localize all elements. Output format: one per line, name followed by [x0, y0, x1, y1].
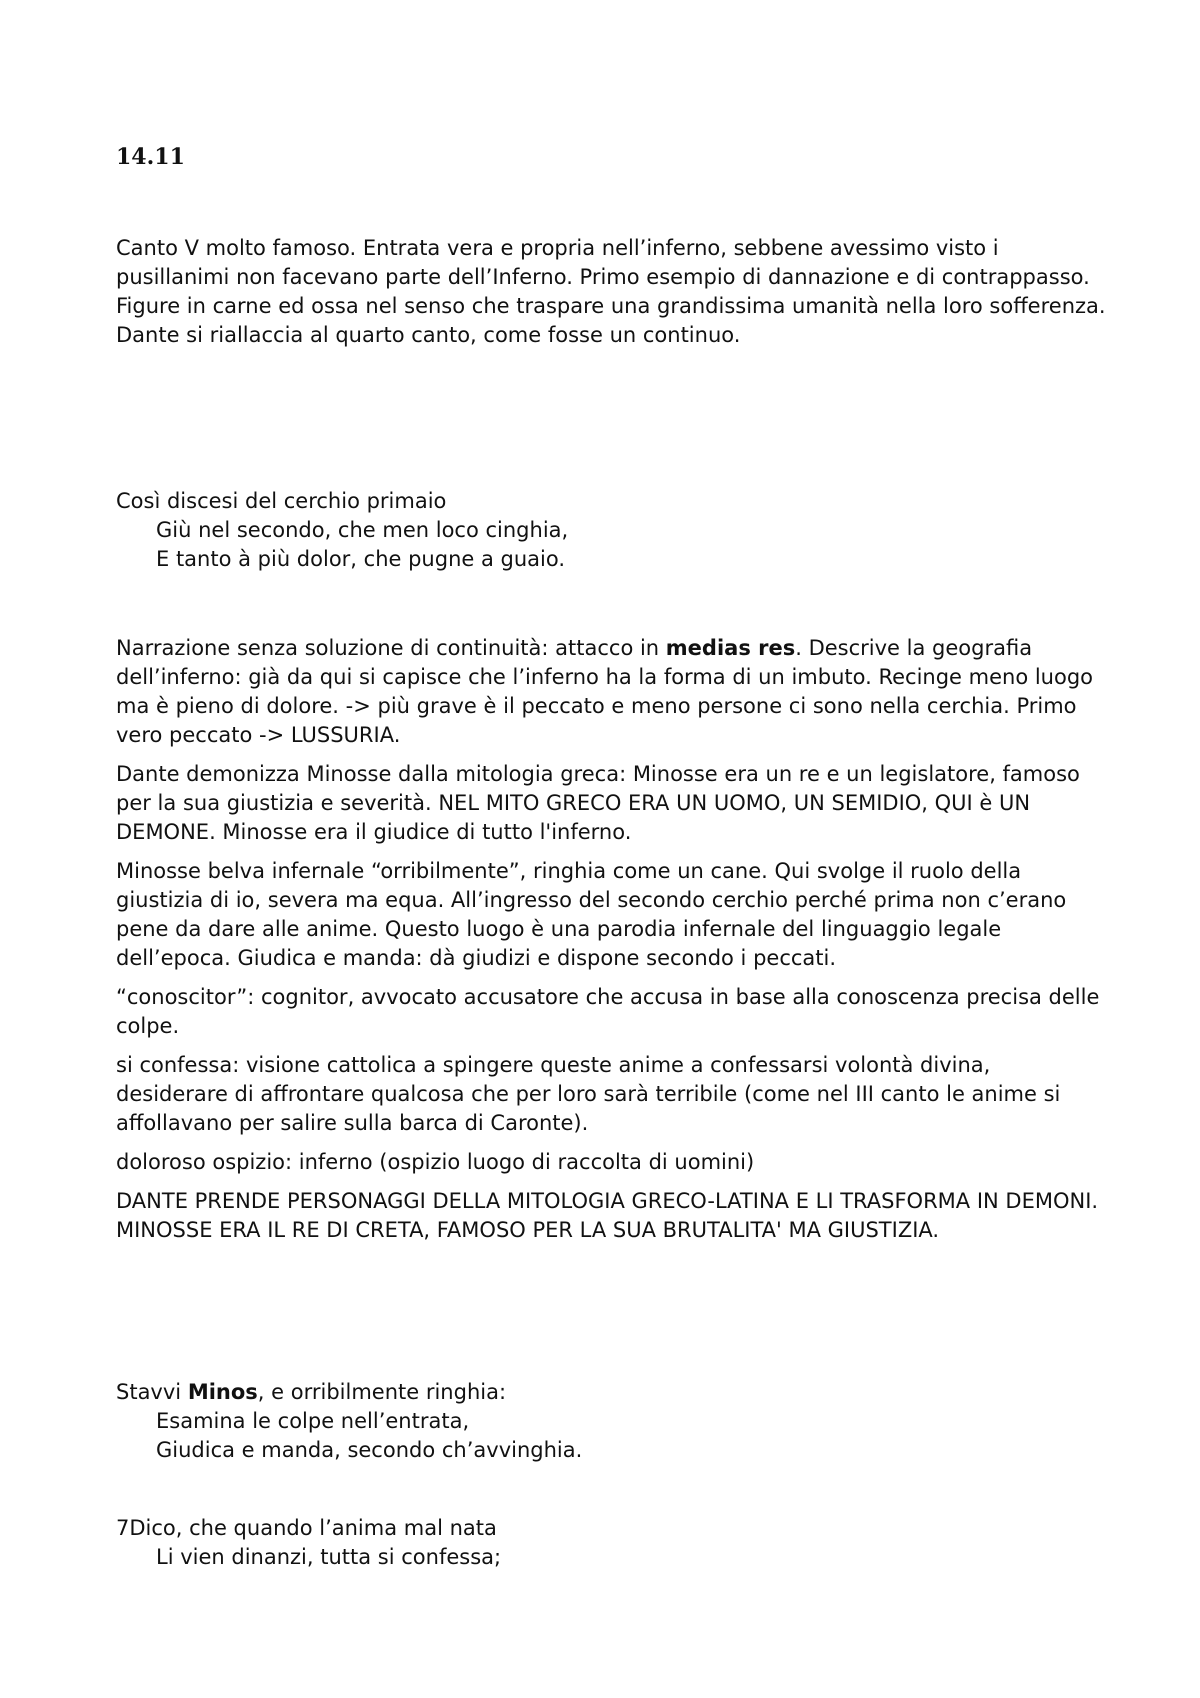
- verse-line: [116, 1378, 1106, 1407]
- intro-text: Canto V molto famoso. Entrata vera e propria nell’inferno, sebbene avessimo visto i pusillanimi non facevano parte dell’Inferno. Primo esempio di dannazione e di contrappasso. Figure in carne ed ossa nel senso che traspare una grandissima umanità nella loro sofferenza. Dante si riallaccia al quarto canto, come fosse un continuo.: [116, 236, 1106, 347]
- verse-block-3: [116, 1514, 1106, 1572]
- commentary-paragraph: Minosse belva infernale “orribilmente”, ringhia come un cane. Qui svolge il ruolo della giustizia di io, severa ma equa. All’ingresso del secondo cerchio perché prima non c’erano pene da dare alle anime. Questo luogo è una parodia infernale del linguaggio legale dell’epoca. Giudica e manda: dà giudizi e dispone secondo i peccati.: [116, 859, 1067, 970]
- commentary-text: . Descrive la geografia dell’inferno: già da qui si capisce che l’inferno ha la forma di un imbuto. Recinge meno luogo ma è pieno di dolore. -> più grave è il peccato e meno persone ci sono nella cerchia. Primo vero peccato -> LUSSURIA.: [116, 636, 1094, 747]
- verse-line: Giudica e manda, secondo ch’avvinghia.: [156, 1438, 583, 1462]
- commentary-paragraph: DANTE PRENDE PERSONAGGI DELLA MITOLOGIA GRECO-LATINA E LI TRASFORMA IN DEMONI. MINOSSE ERA IL RE DI CRETA, FAMOSO PER LA SUA BRUTALITA' MA GIUSTIZIA.: [116, 1189, 1099, 1242]
- verse-line: Esamina le colpe nell’entrata,: [156, 1409, 470, 1433]
- verse-block-1: [116, 487, 1106, 574]
- verse-line: Giù nel secondo, che men loco cinghia,: [156, 518, 569, 542]
- commentary-paragraph: si confessa: visione cattolica a spingere queste anime a confessarsi volontà divina, desiderare di affrontare qualcosa che per loro sarà terribile (come nel III canto le anime si affollavano per salire sulla barca di Caronte).: [116, 1053, 1061, 1135]
- bold-term: medias res: [665, 636, 796, 660]
- intro-paragraph: [116, 234, 1106, 350]
- date-heading: 14.11: [116, 144, 185, 170]
- commentary-paragraph: “conoscitor”: cognitor, avvocato accusatore che accusa in base alla conoscenza precisa delle colpe.: [116, 985, 1100, 1038]
- verse-line: Così discesi del cerchio primaio: [116, 489, 447, 513]
- commentary-text: Narrazione senza soluzione di continuità: attacco in: [116, 636, 666, 660]
- commentary-paragraph: doloroso ospizio: inferno (ospizio luogo di raccolta di uomini): [116, 1150, 755, 1174]
- verse-text: Stavvi: [116, 1380, 188, 1404]
- verse-block-2: [116, 1378, 1106, 1465]
- commentary-section: [116, 634, 1106, 1245]
- commentary-paragraph: [116, 634, 1106, 750]
- verse-line: Li vien dinanzi, tutta si confessa;: [156, 1545, 502, 1569]
- verse-text: , e orribilmente ringhia:: [257, 1380, 507, 1404]
- bold-term: Minos: [187, 1380, 258, 1404]
- verse-line: 7Dico, che quando l’anima mal nata: [116, 1516, 497, 1540]
- verse-line: E tanto à più dolor, che pugne a guaio.: [156, 547, 566, 571]
- commentary-paragraph: Dante demonizza Minosse dalla mitologia greca: Minosse era un re e un legislatore, famoso per la sua giustizia e severità. NEL MITO GRECO ERA UN UOMO, UN SEMIDIO, QUI è UN DEMONE. Minosse era il giudice di tutto l'inferno.: [116, 762, 1080, 844]
